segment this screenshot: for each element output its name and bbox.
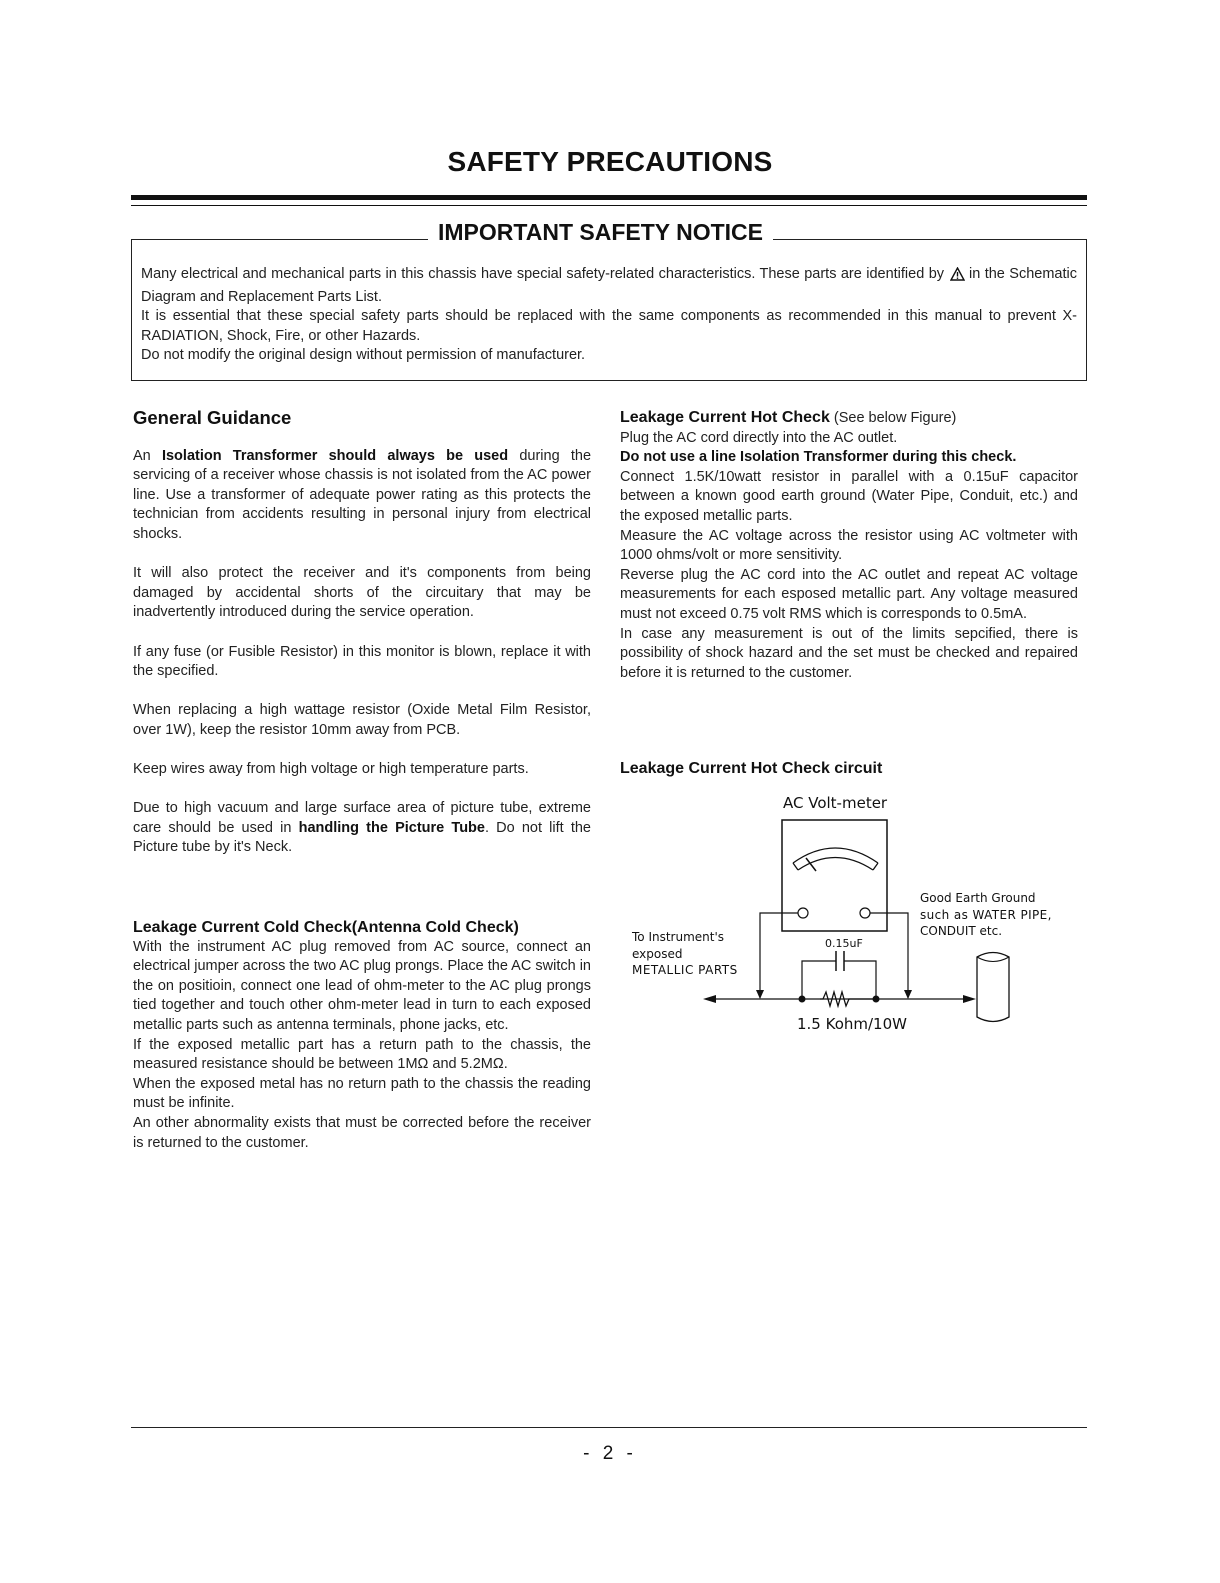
cold-check-paragraph-3: When the exposed metal has no return path to the chassis the reading must be infinite. — [133, 1075, 591, 1112]
guidance-paragraph-4: When replacing a high wattage resistor (Oxide Metal Film Resistor, over 1W), keep the resistor 10mm away from PCB. — [133, 702, 591, 738]
general-guidance-section — [133, 408, 591, 858]
ac-voltmeter — [782, 820, 887, 931]
notice-line-1 — [141, 265, 1077, 307]
title-rule-thick — [131, 195, 1087, 200]
capacitor — [802, 951, 876, 999]
ground-label-2: such as WATER PIPE, — [920, 908, 1052, 922]
notice-line-2: It is essential that these special safety parts should be replaced with the same components as recommended in this manual to prevent X-RADIATION, Shock, Fire, or other Hazards. — [141, 308, 1077, 344]
notice-title: IMPORTANT SAFETY NOTICE — [428, 219, 773, 246]
meter-label: AC Volt-meter — [783, 794, 888, 812]
hot-check-paragraph-3: Connect 1.5K/10watt resistor in parallel with a 0.15uF capacitor between a known good earth ground (Water Pipe, Conduit, etc.) and the exposed metallic parts. — [620, 468, 1078, 524]
instrument-label-2: exposed — [632, 947, 683, 961]
ground-label-1: Good Earth Ground — [920, 891, 1036, 905]
hot-check-paragraph-6: In case any measurement is out of the limits sepcified, there is possibility of shock hazard and the set must be checked and repaired before it is returned to the customer. — [620, 625, 1078, 681]
guidance-paragraph-2: It will also protect the receiver and it's components from being damaged by accidental shorts of the circuitary that may be inadvertently introduced during the service operation. — [133, 565, 591, 621]
notice-body — [141, 265, 1077, 366]
guidance-p6-end: . Do not lift the Picture tube by it's Neck. — [133, 819, 591, 856]
guidance-paragraph-6 — [133, 799, 591, 858]
cold-check-heading: Leakage Current Cold Check(Antenna Cold Check) — [133, 919, 519, 936]
ground-pipe-icon — [977, 953, 1009, 1022]
notice-line-1-tail: in the Schematic Diagram and Replacement Parts List. — [141, 266, 1077, 305]
hot-check-paragraph-2 — [620, 448, 1078, 468]
notice-line-3: Do not modify the original design without permission of manufacturer. — [141, 347, 586, 364]
footer-rule — [131, 1427, 1087, 1428]
hot-check-heading: Leakage Current Hot Check — [620, 409, 830, 426]
leakage-circuit-diagram — [620, 785, 1080, 1040]
cold-check-section — [133, 918, 591, 1153]
hot-check-heading-line — [620, 408, 1078, 429]
hot-check-heading-note: (See below Figure) — [833, 410, 957, 426]
cold-check-paragraph-1: With the instrument AC plug removed from AC source, connect an electrical jumper across the two AC plug prongs. Place the AC switch in the on positioin, connect one lead of ohm-meter to the AC plug prongs tied together and touch other ohm-meter lead in turn to each exposed metallic parts such as antenna terminals, phone jacks, etc. — [133, 938, 591, 1033]
instrument-label-3: METALLIC PARTS — [632, 963, 738, 977]
cold-check-paragraph-4: An other abnormality exists that must be corrected before the receiver is returned to the customer. — [133, 1114, 591, 1151]
guidance-p6-start: Due to high vacuum and large surface area of picture tube, extreme care should be used in — [133, 800, 591, 836]
guidance-paragraph-1 — [133, 447, 591, 545]
guidance-paragraph-5: Keep wires away from high voltage or high temperature parts. — [133, 761, 529, 778]
guidance-p6-bold: handling the Picture Tube — [298, 819, 485, 836]
title-rule-thin — [131, 205, 1087, 206]
hot-check-paragraph-4: Measure the AC voltage across the resistor using AC voltmeter with 1000 ohms/volt or more sensitivity. — [620, 527, 1078, 564]
page-number: - 2 - — [583, 1443, 637, 1464]
page-title: SAFETY PRECAUTIONS — [447, 146, 773, 177]
guidance-p1-bold: Isolation Transformer should always be used — [161, 447, 509, 464]
warning-triangle-icon — [950, 267, 965, 288]
guidance-p1-end: during the servicing of a receiver whose chassis is not isolated from the AC power line. Use a transformer of adequate power rating as this protects the technician from accidents resulting in personal injury from electrical shocks. — [133, 447, 592, 542]
cold-check-paragraph-2: If the exposed metallic part has a return path to the chassis, the measured resistance should be between 1MΩ and 5.2MΩ. — [133, 1036, 591, 1073]
guidance-p1-start: An — [133, 447, 151, 464]
circuit-title: Leakage Current Hot Check circuit — [620, 760, 883, 777]
hot-check-warning: Do not use a line Isolation Transformer during this check. — [620, 449, 1017, 466]
ground-label-3: CONDUIT etc. — [920, 924, 1003, 938]
hot-check-paragraph-1: Plug the AC cord directly into the AC outlet. — [620, 429, 898, 446]
resistor-label: 1.5 Kohm/10W — [797, 1015, 907, 1033]
hot-check-section — [620, 408, 1078, 683]
notice-line-1-text: Many electrical and mechanical parts in this chassis have special safety-related characteristics. These parts are identified by — [141, 266, 945, 282]
capacitor-label: 0.15uF — [825, 937, 863, 950]
instrument-label-1: To Instrument's — [632, 930, 725, 944]
general-guidance-heading: General Guidance — [133, 407, 292, 428]
hot-check-paragraph-5: Reverse plug the AC cord into the AC outlet and repeat AC voltage measurements for each esposed metallic part. Any voltage measured must not exceed 0.75 volt RMS which is corresponds to 0.5mA. — [620, 566, 1078, 622]
guidance-paragraph-3: If any fuse (or Fusible Resistor) in this monitor is blown, replace it with the specified. — [133, 643, 591, 680]
